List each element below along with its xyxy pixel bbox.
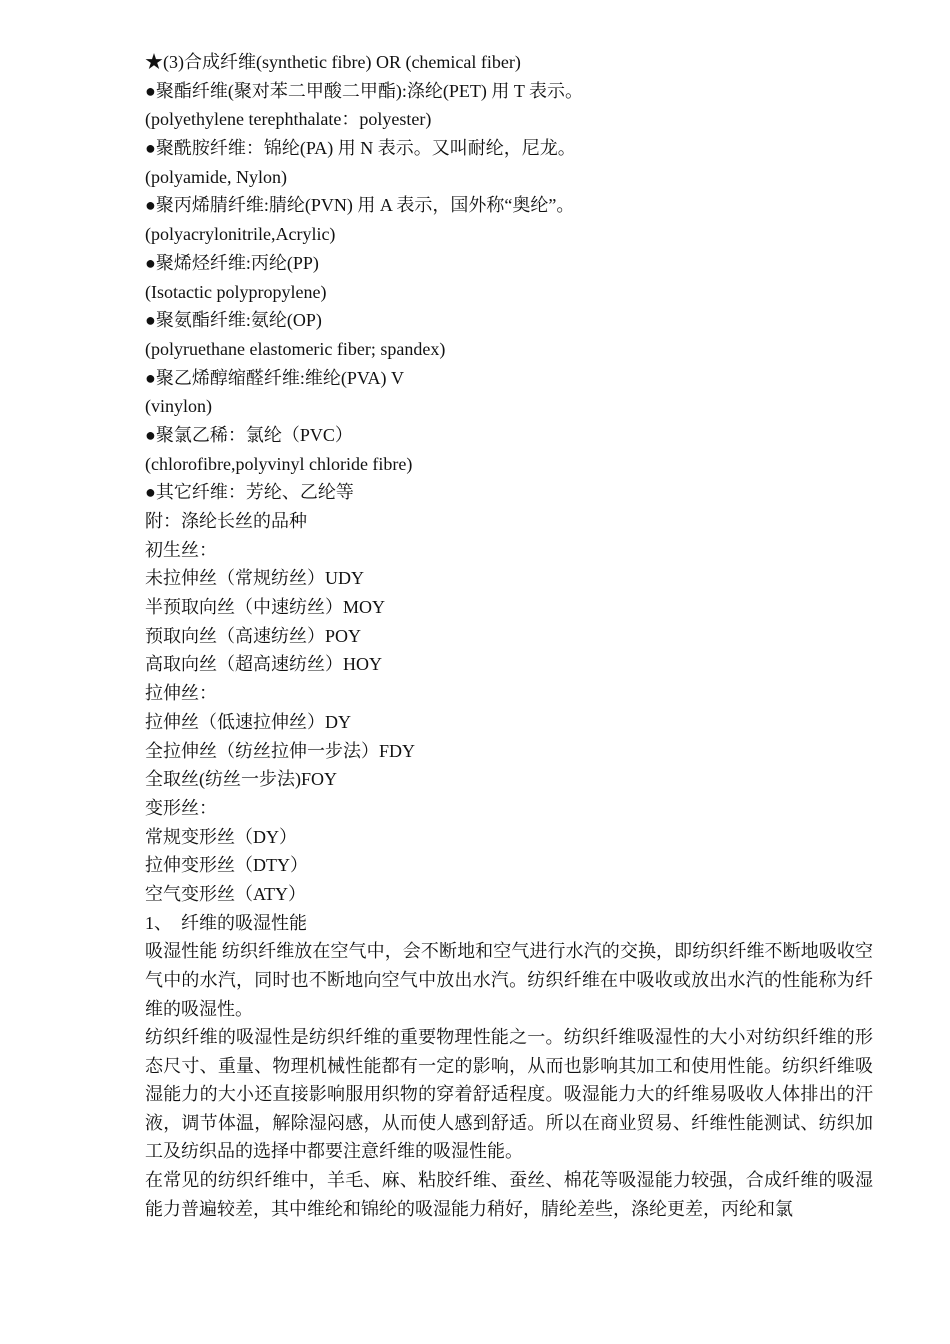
yarn-type-udy: 未拉伸丝（常规纺丝）UDY [145,568,364,589]
document-page [145,48,873,1223]
subheading-textured: 变形丝： [145,797,217,818]
english-name-pvc: (chlorofibre,polyvinyl chloride fibre) [145,453,413,474]
section-heading-moisture: 1、 纤维的吸湿性能 [145,912,307,933]
yarn-type-hoy: 高取向丝（超高速纺丝）HOY [145,654,382,675]
yarn-type-poy: 预取向丝（高速纺丝）POY [145,625,362,646]
list-item-vinylon: ●聚乙烯醇缩醛纤维:维纶(PVA) V [145,367,405,388]
yarn-type-foy: 全取丝(纺丝一步法)FOY [145,769,337,790]
yarn-type-textured-dy: 常规变形丝（DY） [145,826,297,847]
paragraph-moisture-comparison: 在常见的纺织纤维中，羊毛、麻、粘胶纤维、蚕丝、棉花等吸湿能力较强，合成纤维的吸湿能力普遍较差，其中维纶和锦纶的吸湿能力稍好，腈纶差些，涤纶更差，丙纶和氯 [145,1170,873,1219]
yarn-type-fdy: 全拉伸丝（纺丝拉伸一步法）FDY [145,740,416,761]
english-name-acrylic: (polyacrylonitrile,Acrylic) [145,224,336,245]
subheading-as-spun: 初生丝： [145,539,217,560]
list-item-polyamide: ●聚酰胺纤维：锦纶(PA) 用 N 表示。又叫耐纶，尼龙。 [145,138,576,159]
appendix-heading: 附：涤纶长丝的品种 [145,511,307,531]
list-item-other-fibres: ●其它纤维：芳纶、乙纶等 [145,482,354,503]
list-item-polypropylene: ●聚烯烃纤维:丙纶(PP) [145,252,319,273]
yarn-type-dy: 拉伸丝（低速拉伸丝）DY [145,711,351,732]
paragraph-moisture-importance: 纺织纤维的吸湿性是纺织纤维的重要物理性能之一。纺织纤维吸湿性的大小对纺织纤维的形态尺寸、重量、物理机械性能都有一定的影响，从而也影响其加工和使用性能。纺织纤维吸湿能力的大小还直接影响服用织物的穿着舒适程度。吸湿能力大的纤维易吸收人体排出的汗液，调节体温，解除湿闷感，从而使人感到舒适。所以在商业贸易、纤维性能测试、纺织加工及纺织品的选择中都要注意纤维的吸湿性能。 [145,1027,873,1162]
english-name-polyester: (polyethylene terephthalate：polyester) [145,109,432,130]
yarn-type-dty: 拉伸变形丝（DTY） [145,855,308,876]
english-name-polyamide: (polyamide, Nylon) [145,166,287,187]
paragraph-moisture-definition: 吸湿性能 纺织纤维放在空气中，会不断地和空气进行水汽的交换，即纺织纤维不断地吸收空气中的水汽，同时也不断地向空气中放出水汽。纺织纤维在中吸收或放出水汽的性能称为纤维的吸湿性。 [145,941,873,1019]
list-item-polyester: ●聚酯纤维(聚对苯二甲酸二甲酯):涤纶(PET) 用 T 表示。 [145,80,584,101]
list-item-spandex: ●聚氨酯纤维:氨纶(OP) [145,310,322,331]
english-name-spandex: (polyruethane elastomeric fiber; spandex) [145,338,446,359]
yarn-type-aty: 空气变形丝（ATY） [145,883,306,904]
yarn-type-moy: 半预取向丝（中速纺丝）MOY [145,597,386,618]
subheading-drawn: 拉伸丝： [145,683,217,704]
section-heading-synthetic-fibre: ★(3)合成纤维(synthetic fibre) OR (chemical fiber) [145,52,521,72]
english-name-vinylon: (vinylon) [145,396,212,417]
english-name-polypropylene: (Isotactic polypropylene) [145,281,327,302]
list-item-acrylic: ●聚丙烯腈纤维:腈纶(PVN) 用 A 表示，国外称“奥纶”。 [145,195,575,216]
list-item-pvc: ●聚氯乙稀：氯纶（PVC） [145,424,353,445]
